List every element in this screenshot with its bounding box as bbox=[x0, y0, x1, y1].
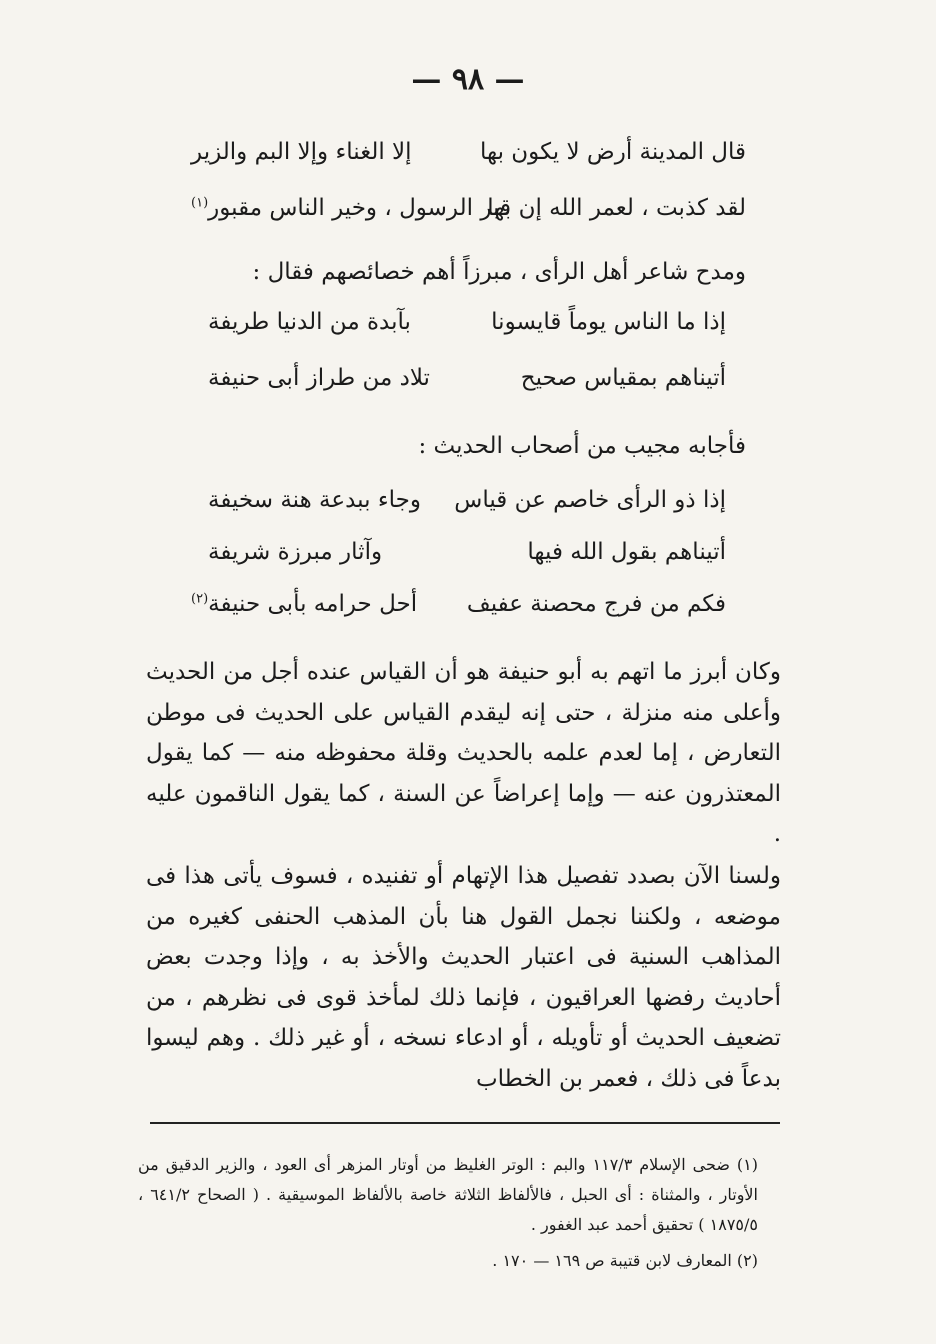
paragraph-text: ولسنا الآن بصدد تفصيل هذا الإتهام أو تفنيده ، فسوف يأتى هذا فى موضعه ، ولكننا نجمل القول هنا بأن المذهب الحنفى كغيره من المذاهب السنية فى اعتبار الحديث والأخذ به ، وإذا وجدت بعض أحاديث رفضها العراقيون ، فإنما ذلك لمأخذ قوى فى نظرهم ، من تضعيف الحديث أو تأويله ، أو ادعاء نسخه ، أو غير ذلك . وهم ليسوا بدعاً فى ذلك ، فعمر بن الخطاب bbox=[146, 863, 781, 1092]
verse-second-hemistich: وجاء ببدعة هنة سخيفة bbox=[208, 487, 421, 513]
verse-line bbox=[208, 532, 726, 572]
verse-second-text: قبر الرسول ، وخير الناس مقبور bbox=[208, 195, 511, 221]
footnote-reference: (١) bbox=[191, 195, 209, 211]
footnotes bbox=[138, 1150, 758, 1276]
verse-line bbox=[191, 188, 746, 228]
verse-first-hemistich: أتيناهم بمقياس صحيح bbox=[520, 365, 726, 391]
verse-second-hemistich: إلا الغناء وإلا البم والزير bbox=[191, 139, 412, 165]
verse-second-hemistich bbox=[191, 584, 417, 624]
verse-second-hemistich: بآبدة من الدنيا طريفة bbox=[208, 309, 411, 335]
verse-second-hemistich bbox=[191, 188, 511, 228]
intro-line: فأجابه مجيب من أصحاب الحديث : bbox=[418, 433, 746, 459]
body-paragraph bbox=[146, 856, 781, 1099]
footnote-1: (١) ضحى الإسلام ١١٧/٣ والبم : الوتر الغليظ من أوتار المزهر أى العود ، والزير الدقيق من الأوتار ، والمثناة : أى الحبل ، فالألفاظ الثلاثة خاصة بالألفاظ الموسيقية . ( الصحاح ٦٤١/٢ ، ١٨٧٥/٥ ) تحقيق أحمد عبد الغفور . bbox=[138, 1155, 759, 1234]
verse-line bbox=[191, 132, 746, 172]
verse-line bbox=[208, 358, 726, 398]
paragraph-text: وكان أبرز ما اتهم به أبو حنيفة هو أن القياس عنده أجل من الحديث وأعلى منه منزلة ، حتى إنه ليقدم القياس على الحديث فى موطن التعارض ، إما لعدم علمه بالحديث وقلة محفوظه منه — كما يقول المعتذرون عنه — وإما إعراضاً عن السنة ، كما يقول الناقمون عليه . bbox=[146, 659, 781, 847]
verse-first-hemistich: لقد كذبت ، لعمر الله إن بها bbox=[487, 195, 746, 221]
verse-line bbox=[191, 584, 726, 624]
page-number: — ٩٨ — bbox=[411, 62, 525, 97]
verse-first-hemistich: أتيناهم بقول الله فيها bbox=[527, 539, 726, 565]
verse-first-hemistich: إذا ذو الرأى خاصم عن قياس bbox=[454, 487, 726, 513]
footnote-reference: (٢) bbox=[191, 591, 209, 607]
body-paragraph bbox=[146, 652, 781, 855]
intro-line: ومدح شاعر أهل الرأى ، مبرزاً أهم خصائصهم فقال : bbox=[252, 259, 746, 285]
verse-second-hemistich: تلاد من طراز أبى حنيفة bbox=[208, 365, 430, 391]
verse-line bbox=[208, 302, 726, 342]
verse-first-hemistich: إذا ما الناس يوماً قايسونا bbox=[491, 309, 726, 335]
footnote-divider bbox=[150, 1122, 780, 1124]
verse-second-text: أحل حرامه بأبى حنيفة bbox=[208, 591, 418, 617]
verse-second-hemistich: وآثار مبرزة شريفة bbox=[208, 539, 383, 565]
verse-first-hemistich: فكم من فرج محصنة عفيف bbox=[466, 591, 726, 617]
footnote-2: (٢) المعارف لابن قتيبة ص ١٦٩ — ١٧٠ . bbox=[492, 1251, 758, 1270]
verse-line bbox=[208, 480, 726, 520]
verse-first-hemistich: قال المدينة أرض لا يكون بها bbox=[479, 139, 746, 165]
